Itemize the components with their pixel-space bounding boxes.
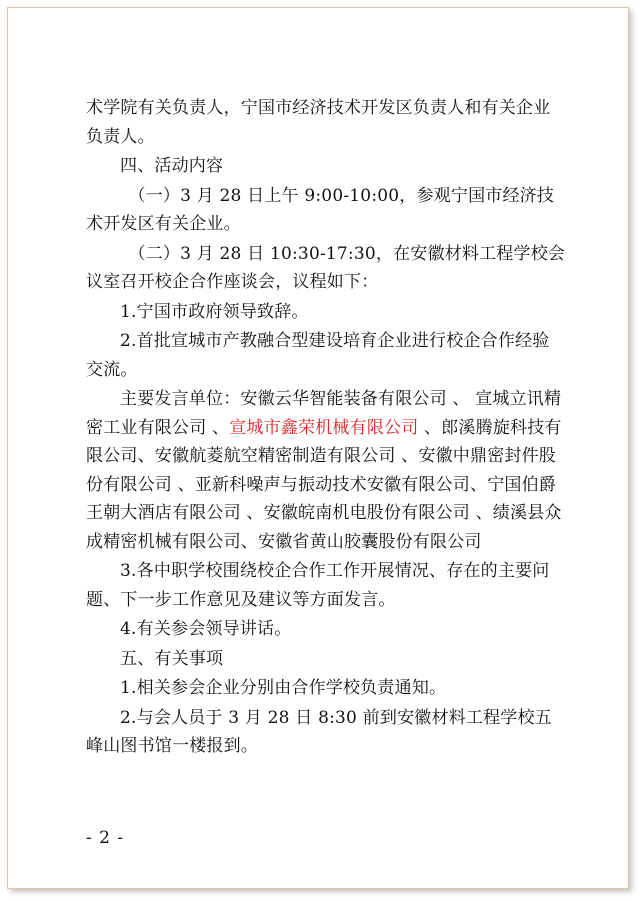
page-number: - 2 - bbox=[86, 828, 125, 848]
agenda-item-3: 3.各中职学校围绕校企合作工作开展情况、存在的主要问题、下一步工作意见及建议等方面发言。 bbox=[86, 561, 550, 610]
paragraph-attendees-continued: 术学院有关负责人，宁国市经济技术开发区负责人和有关企业负责人。 bbox=[86, 98, 551, 147]
speaker-units-suffix: 、郎溪腾旋科技有限公司、安徽航菱航空精密制造有限公司 、安徽中鼎密封件股份有限公司 、亚新科噪声与振动技术安徽有限公司、宁国伯爵王朝大酒店有限公司 、安徽皖南机电股份有限公司 、绩溪县众成精密机械有限公司、安徽省黄山胶囊股份有限公司 bbox=[86, 417, 562, 552]
matter-item-2: 2.与会人员于 3 月 28 日 8:30 前到安徽材料工程学校五峰山图书馆一楼报到。 bbox=[86, 707, 552, 756]
paragraph-activity-one: （一）3 月 28 日上午 9:00-10:00，参观宁国市经济技术开发区有关企业。 bbox=[86, 185, 555, 234]
paragraph-speaker-units bbox=[86, 385, 566, 556]
agenda-item-4: 4.有关参会领导讲话。 bbox=[120, 619, 292, 639]
section-heading-activities: 四、活动内容 bbox=[120, 156, 224, 176]
speaker-units-prefix: 主要发言单位：安徽云华智能装备有限公司 、 宣城立讯精密工业有限公司 、 bbox=[86, 389, 562, 438]
agenda-item-1: 1.宁国市政府领导致辞。 bbox=[120, 301, 309, 322]
document-page bbox=[7, 7, 629, 889]
paragraph-activity-two: （二）3 月 28 日 10:30-17:30，在安徽材料工程学校会议室召开校企合作座谈会，议程如下： bbox=[86, 243, 566, 292]
agenda-item-2: 2.首批宣城市产教融合型建设培育企业进行校企合作经验交流。 bbox=[86, 331, 550, 380]
highlighted-company-name: 宣城市鑫荣机械有限公司 bbox=[229, 417, 419, 438]
section-heading-matters: 五、有关事项 bbox=[120, 648, 224, 669]
document-body bbox=[86, 94, 566, 762]
matter-item-1: 1.相关参会企业分别由合作学校负责通知。 bbox=[120, 678, 447, 698]
